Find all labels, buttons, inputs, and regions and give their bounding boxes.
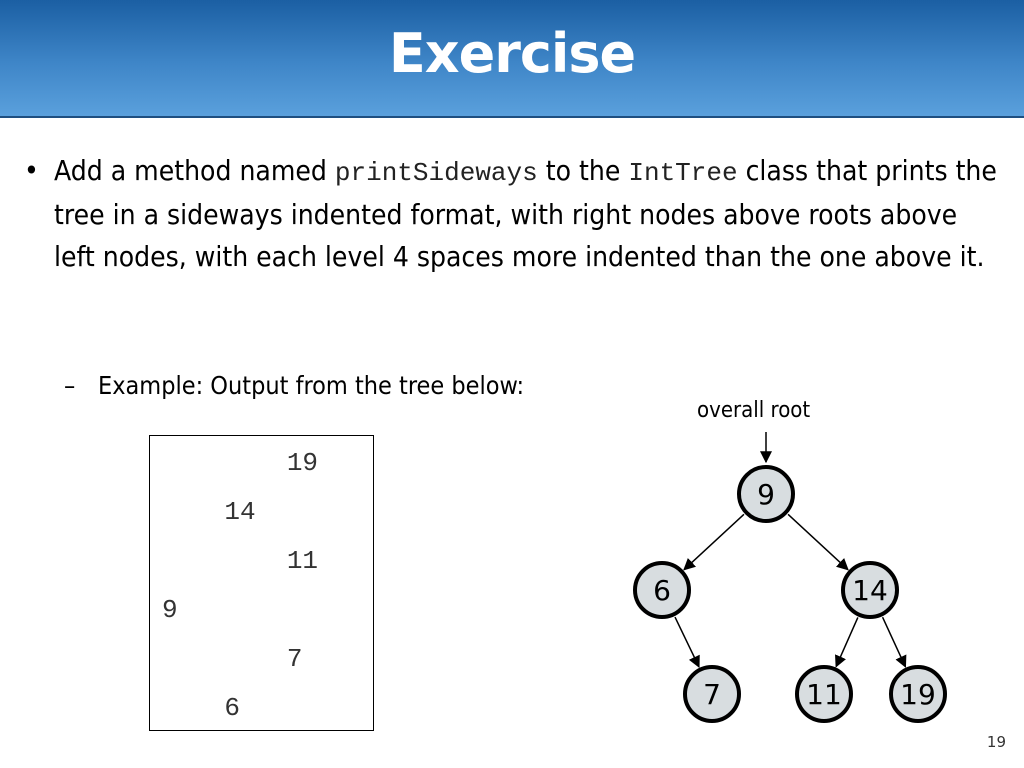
tree-node [635, 563, 689, 617]
output-line: 7 [162, 644, 303, 674]
tree-edge-arrow [883, 617, 906, 667]
tree-edge-arrow [836, 617, 858, 666]
page-number: 19 [986, 733, 1006, 751]
tree-node-label: 14 [852, 574, 888, 607]
output-line: 19 [162, 448, 319, 478]
tree-node [797, 667, 851, 721]
tree-edge-arrow [684, 514, 744, 569]
code-inttree: IntTree [628, 158, 738, 188]
output-line: 11 [162, 546, 319, 576]
overall-root-label: overall root [697, 398, 811, 423]
tree-node [843, 563, 897, 617]
sub-bullet-text: Example: Output from the tree below: [98, 371, 525, 400]
output-line: 9 [162, 595, 178, 625]
sub-bullet-dash: – [64, 371, 76, 400]
code-print-sideways: printSideways [334, 158, 538, 188]
tree-edge-arrow [675, 617, 699, 667]
tree-node-label: 11 [806, 678, 842, 711]
output-line: 14 [162, 497, 256, 527]
tree-node [685, 667, 739, 721]
tree-node-label: 6 [653, 574, 671, 607]
tree-node-label: 19 [900, 678, 936, 711]
tree-nodes [635, 467, 945, 721]
bullet-text-part: to the [537, 154, 629, 187]
slide-title: Exercise [388, 22, 636, 85]
bullet-text-part: Add a method named [54, 154, 335, 187]
output-line: 6 [162, 693, 241, 723]
tree-edge-arrow [788, 514, 848, 569]
bullet-text-part: class that prints the tree in a sideways indented format, with right nodes above roots above left nodes, with each level 4 spaces more indented than the one above it. [54, 154, 997, 273]
tree-node-label: 9 [757, 478, 775, 511]
tree-node [739, 467, 793, 521]
tree-node [891, 667, 945, 721]
tree-node-label: 7 [703, 678, 721, 711]
bullet-dot-icon: • [24, 154, 39, 187]
